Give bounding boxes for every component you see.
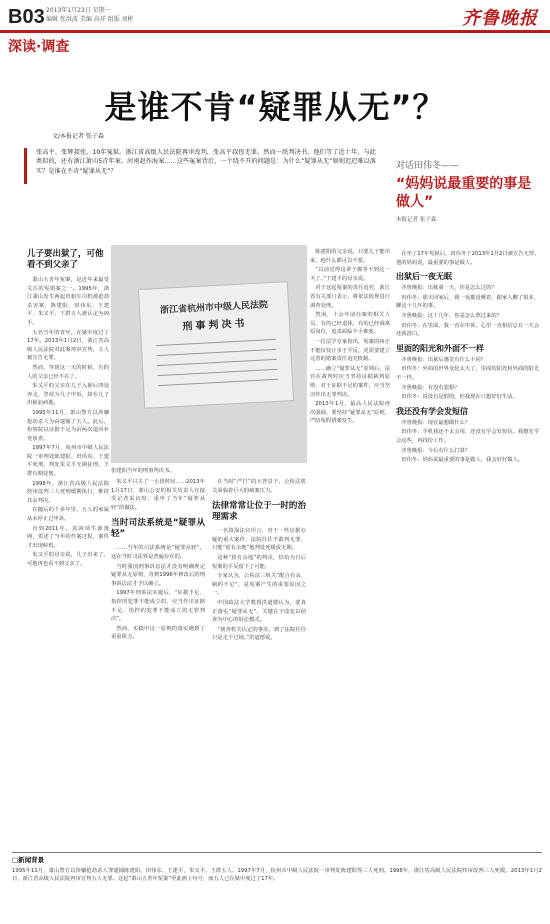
sidebar-qa: 齐鲁晚报：今后有什么打算？ bbox=[401, 447, 471, 454]
footer-title bbox=[12, 855, 542, 864]
sidebar-qa: 齐鲁晚报：有没有怨恨？ bbox=[401, 384, 460, 391]
article-lead: 张高平、张辉叔侄，10年冤狱。浙江省高级人民法院再审改判，张高平叔侄无罪。然而一纸判决书，他们等了近十年。与此类似的，还有浙江萧山5青年案、河南赵作海案……这些冤案背后，一个绕不开的问题是：为什么“疑罪从无”原则迟迟难以落实？是谁在不肯“疑罪从无”？ bbox=[36, 149, 376, 175]
judgment-document bbox=[138, 281, 294, 409]
paragraph: ……当年的司法系统是“疑罪从轻”，这在当时司法界是普遍存在的。 bbox=[111, 545, 205, 560]
paragraph: 一名资深法官坦言，对于一些证据存疑的重大案件，法院往往不敢判无罪，只能“留有余地”地判处死缓或无期。 bbox=[212, 528, 306, 552]
issue-date: 2013年1月23日 星期一 bbox=[46, 7, 111, 14]
paragraph: 在随后的十多年里，五人的家属从未停止过申诉。 bbox=[27, 507, 109, 523]
paragraph: 中国政法大学教授洪道德认为，要真正落实“疑罪从无”，关键在于改变以侦查为中心的诉讼模式。 bbox=[212, 599, 306, 624]
sidebar-qa: 田伟冬：手机我还不太会用，还没有学会发短信。我想先学会这些，再找份工作。 bbox=[396, 429, 540, 444]
subhead: 法律常常让位于一时的治理需求 bbox=[212, 501, 306, 523]
left-column bbox=[27, 276, 109, 570]
sidebar-header bbox=[396, 100, 542, 223]
article-byline: 文/本报记者 张子森 bbox=[52, 133, 104, 140]
paragraph: 五名当年的青年，在狱中度过了17年。2013年1月2日，浙江省高级人民法院对此案再审宣判，五人被宣告无罪。 bbox=[27, 329, 109, 362]
doc-line bbox=[158, 379, 278, 386]
sidebar-qa: 田伟冬：说没有是假的，但我现在只想好好生活。 bbox=[401, 394, 518, 401]
sidebar-qa: 齐鲁晚报：这十几年，你是怎么熬过来的？ bbox=[401, 312, 502, 319]
paragraph: 朱又平只关了一小段时间……2013年1月17日，萧山公安的相关负责人在接受记者采访时，重申了当年“疑罪从轻”的做法。 bbox=[111, 479, 205, 511]
footer-text: 1995年11月，萧山警方以涉嫌抢劫杀人罪逮捕陈建阳、田伟东、王建平、朱又平、王群五人。1997年7月，杭州市中级人民法院一审判处陈建阳等三人死刑。1998年，浙江省高级人民法院终审改判三人死缓。2013年1月2日，浙江省高级人民法院再审宣判五人无罪。这起“萧山五青年冤案”至此画上句号，而五人已在狱中度过了17年。 bbox=[12, 868, 542, 883]
sidebar-kicker: 对话田伟冬—— bbox=[396, 161, 460, 171]
paragraph: 专家认为，公检法三机关“配合有余、制约不足”，是冤案产生的重要原因之一。 bbox=[212, 573, 306, 597]
paragraph: 1998年，浙江省高级人民法院终审改判三人死刑缓期执行，维持其余判决。 bbox=[27, 480, 109, 504]
sidebar-qa: 齐鲁晚报：现在最想做什么？ bbox=[401, 419, 471, 426]
paragraph: “侦查机关认定的事实，到了法院往往只是走个过场。”洪道德说。 bbox=[212, 626, 306, 642]
sidebar-qa: 齐鲁晚报：出狱后感觉有什么不同？ bbox=[401, 356, 487, 363]
paragraph: 当时我国刑事诉讼法并没有明确规定疑罪从无原则，直到1996年修改后的刑事诉讼法才予以确立。 bbox=[111, 563, 205, 587]
right-article-column bbox=[310, 248, 390, 427]
subhead: 当时司法系统是“疑罪从轻” bbox=[111, 518, 205, 540]
paragraph: 1997年刑诉法实施后，“证据不足、指控的犯罪不能成立的，应当作出证据不足、指控的犯罪不能成立的无罪判决”。 bbox=[111, 590, 205, 623]
paragraph: 在当时“严打”的大背景下，公检法机关面临着巨大的破案压力。 bbox=[212, 479, 306, 494]
sidebar-intro: 在坐了17年冤狱后，田伟冬于2013年1月2日被宣告无罪。他的妈妈说，最重要的事是做人。 bbox=[396, 251, 540, 266]
doc-subtitle: 刑事判决书 bbox=[182, 318, 248, 333]
sidebar-qa: 田伟冬：外面的世界变化太大了，里面的阳光和外面的阳光不一样。 bbox=[396, 366, 540, 381]
doc-line bbox=[156, 339, 276, 346]
header-rule bbox=[0, 30, 550, 33]
newspaper-logo: 齐鲁晚报 bbox=[462, 8, 538, 29]
footer-rule bbox=[12, 852, 542, 853]
sidebar-body bbox=[396, 250, 542, 466]
paragraph: 然而，等到这一天的时候，有的人的父亲已经不在了。 bbox=[27, 364, 109, 380]
judgment-photo bbox=[111, 245, 307, 463]
page-header bbox=[0, 0, 550, 30]
article-title: 是谁不肯“疑罪从无”？ bbox=[104, 88, 446, 126]
paragraph: 这种“留有余地”的判决，恰恰为日后冤案的平反留下了可能。 bbox=[212, 554, 306, 570]
middle-column-b bbox=[212, 478, 306, 644]
paragraph: 朱又平的母亲说，儿子出来了，可他再也看不到父亲了。 bbox=[27, 552, 109, 567]
doc-line bbox=[156, 349, 276, 356]
doc-line bbox=[157, 359, 277, 366]
sidebar-qa: 田伟冬：在里面，我一直在申诉，心里一直相信总有一天会还我清白。 bbox=[396, 322, 540, 338]
paragraph: 一位法学专家指出，冤案的纠正不能仅仅止步于平反，更需要建立完善的错案责任追究机制。 bbox=[310, 338, 390, 363]
doc-line bbox=[157, 369, 277, 376]
paragraph: 朱又平的父亲在儿子入狱后四处奔走，坚持为儿子申诉，却在儿子出狱前病逝。 bbox=[27, 383, 109, 407]
page-code: B03 bbox=[8, 6, 45, 28]
paragraph: 1995年11月，萧山警方以涉嫌抢劫杀人为由逮捕了五人。此后，检察院以证据不足为由两次退回补充侦查。 bbox=[27, 409, 109, 442]
lead-accent-bar bbox=[24, 148, 27, 184]
paragraph: “以前觉得这辈子都等不到这一天了。”王建平的母亲说。 bbox=[310, 267, 390, 282]
paragraph: 然而，实践中这一原则的落实遇到了重重阻力。 bbox=[111, 625, 205, 641]
sidebar-subhead: 里面的阳光和外面不一样 bbox=[396, 343, 484, 353]
sidebar-subhead: 出狱后一夜无眠 bbox=[396, 272, 452, 282]
paragraph: 对于这起冤案的责任追究，浙江省有关部门表示，将依法依规进行调查处理。 bbox=[310, 285, 390, 309]
paragraph: 萧山五青年冤案，是近年来最受关注的冤错案之一。1995年，浙江萧山发生两起出租车司机被抢劫杀害案，陈建阳、田伟东、王建平、朱又平、王群五人被认定为凶手。 bbox=[27, 277, 109, 326]
middle-column-a bbox=[111, 478, 205, 643]
sidebar-qa: 田伟冬：妈妈说最重要的事是做人，我会好好做人。 bbox=[401, 457, 524, 464]
sidebar-byline: 本报记者 张子森 bbox=[396, 217, 437, 223]
paragraph: 陈建阳的父亲说，只要儿子能出来，他什么都可以不要。 bbox=[310, 249, 390, 264]
editors-line: 编辑 张洪波 美编 高祥 组版 刘彬 bbox=[46, 16, 134, 23]
paragraph: 直到2011年，真凶项生源落网，供述了当年的作案过程，案件才出现转机。 bbox=[27, 525, 109, 549]
doc-title: 浙江省杭州市中级人民法院 bbox=[159, 300, 269, 316]
sidebar-title: “妈妈说最重要的事是做人” bbox=[396, 176, 532, 210]
news-background bbox=[12, 855, 542, 883]
paragraph: 2013年1月，最高人民法院再次强调，要坚持“疑罪从无”原则，严防冤假错案发生。 bbox=[310, 401, 390, 425]
sidebar-qa: 田伟冬：那天回家后，我一夜都没睡着，跟家人聊了很多，聊这十几年的事。 bbox=[396, 294, 540, 310]
footer-title-text: 新闻背景 bbox=[18, 856, 45, 864]
paragraph: ……确立“疑罪从无”原则后，法官在裁判时应当坚持证据裁判原则，对于证据不足的案件，应当坚决作出无罪判决。 bbox=[310, 365, 390, 398]
sidebar-qa: 齐鲁晚报：出狱第一天，你是怎么过的？ bbox=[401, 285, 497, 292]
news-icon: □ bbox=[12, 856, 19, 864]
section-label: 深读·调查 bbox=[8, 39, 70, 55]
paragraph: 然而，十余年前办案的相关人员，有的已经退休，有的已经调离原岗位，追责面临不小难度。 bbox=[310, 312, 390, 336]
sidebar-subhead: 我还没有学会发短信 bbox=[396, 406, 468, 416]
paragraph: 1997年7月，杭州市中级人民法院一审判处陈建阳、田伟东、王建平死刑，判处朱又平无期徒刑，王群有期徒刑。 bbox=[27, 445, 109, 478]
photo-caption: 张建阳当年的刑事判决书。 bbox=[111, 468, 175, 474]
left-subhead: 儿子要出狱了，可他看不到父亲了 bbox=[27, 249, 104, 270]
